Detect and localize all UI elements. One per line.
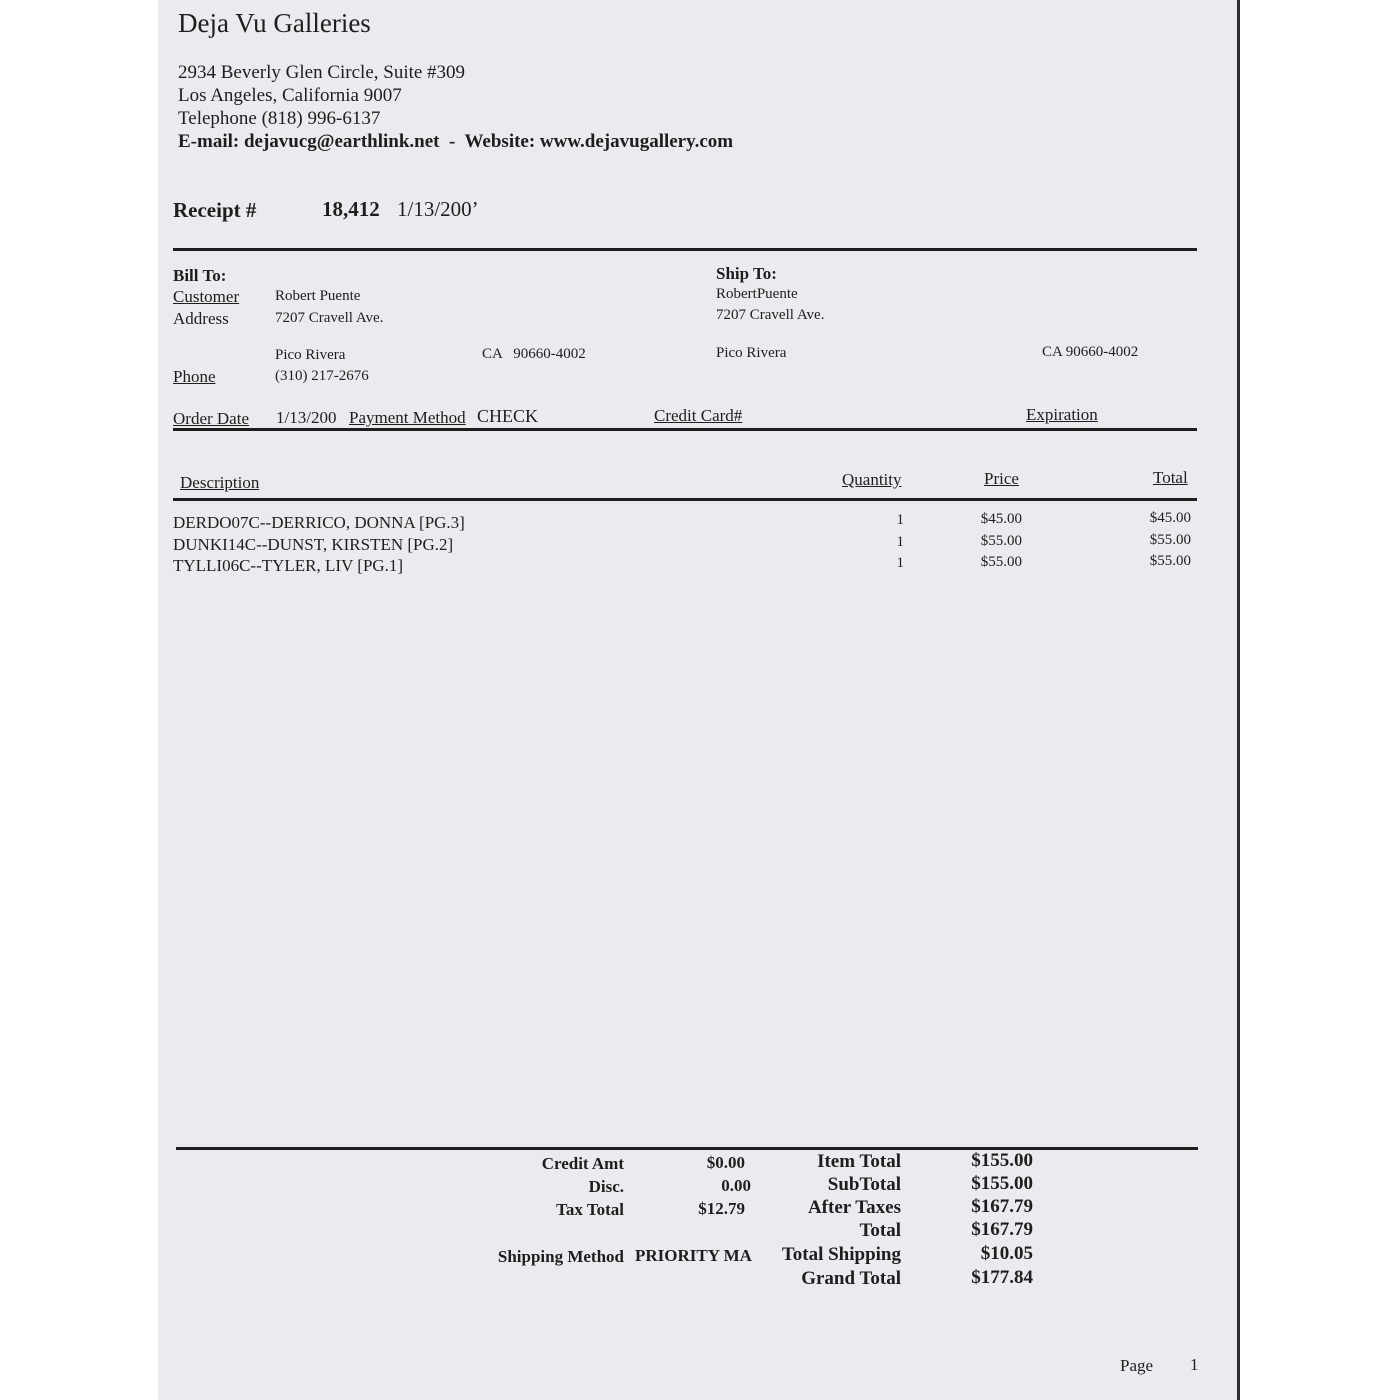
col-price: Price (984, 469, 1019, 488)
col-total: Total (1153, 468, 1188, 487)
order-rule (173, 428, 1197, 431)
after-taxes-label: After Taxes (807, 1197, 901, 1218)
col-description: Description (180, 473, 260, 492)
bill-city: Pico Rivera (275, 347, 346, 363)
receipt-date: 1/13/200’ (397, 197, 479, 221)
tax-total-label: Tax Total (556, 1200, 624, 1219)
grand-total-label: Grand Total (801, 1268, 901, 1289)
subtotal: $155.00 (971, 1173, 1033, 1194)
grand-total: $177.84 (971, 1267, 1033, 1288)
row-quantity: 1 (896, 534, 904, 550)
payment-method: CHECK (477, 406, 539, 426)
ship-street: 7207 Cravell Ave. (716, 307, 825, 323)
disc-label: Disc. (588, 1177, 624, 1196)
credit-card-label: Credit Card# (654, 406, 743, 425)
row-quantity: 1 (896, 555, 904, 571)
header-rule (173, 248, 1197, 251)
table-header-rule (173, 498, 1197, 501)
total-shipping: $10.05 (980, 1243, 1033, 1264)
company-name: Deja Vu Galleries (178, 8, 371, 38)
row-total: $45.00 (1149, 510, 1191, 526)
disc: 0.00 (721, 1176, 751, 1195)
credit-amt: $0.00 (706, 1153, 745, 1172)
row-price: $45.00 (980, 511, 1022, 527)
ship-name: RobertPuente (716, 286, 798, 302)
row-total: $55.00 (1149, 553, 1191, 569)
row-total: $55.00 (1149, 532, 1191, 548)
page-label: Page (1120, 1356, 1154, 1375)
ship-to-heading: Ship To: (716, 264, 777, 283)
expiration-label: Expiration (1026, 405, 1098, 424)
row-description: TYLLI06C--TYLER, LIV [PG.1] (173, 556, 404, 575)
receipt-label: Receipt # (173, 198, 257, 222)
bill-to-heading: Bill To: (173, 266, 227, 285)
company-telephone: Telephone (818) 996-6137 (178, 108, 381, 129)
item-total: $155.00 (971, 1150, 1033, 1171)
bill-street: 7207 Cravell Ave. (275, 310, 384, 326)
credit-amt-label: Credit Amt (541, 1154, 624, 1173)
total: $167.79 (971, 1219, 1033, 1240)
total-shipping-label: Total Shipping (781, 1244, 901, 1265)
row-description: DUNKI14C--DUNST, KIRSTEN [PG.2] (173, 535, 454, 554)
company-address-line1: 2934 Beverly Glen Circle, Suite #309 (178, 62, 466, 83)
company-email-website: E-mail: dejavucg@earthlink.net - Website: www.dejavugallery.com (178, 131, 734, 152)
ship-city: Pico Rivera (716, 345, 787, 361)
row-description: DERDO07C--DERRICO, DONNA [PG.3] (173, 513, 465, 532)
row-price: $55.00 (980, 533, 1022, 549)
bill-phone: (310) 217-2676 (275, 368, 369, 384)
payment-method-label: Payment Method (349, 408, 466, 427)
shipping-method: PRIORITY MA (635, 1246, 752, 1265)
ship-state-zip: CA 90660-4002 (1042, 344, 1139, 360)
subtotal-label: SubTotal (827, 1174, 901, 1195)
phone-label: Phone (173, 367, 216, 386)
totals-rule (176, 1147, 1198, 1150)
customer-name: Robert Puente (275, 288, 361, 304)
bill-state-zip: CA 90660-4002 (482, 346, 586, 362)
col-quantity: Quantity (842, 470, 902, 489)
order-date: 1/13/200 (276, 408, 337, 427)
row-price: $55.00 (980, 554, 1022, 570)
row-quantity: 1 (896, 512, 904, 528)
company-address-line2: Los Angeles, California 9007 (178, 85, 402, 106)
customer-label: Customer (173, 287, 240, 306)
order-date-label: Order Date (173, 409, 249, 428)
total-label: Total (859, 1220, 901, 1241)
shipping-method-label: Shipping Method (497, 1247, 624, 1266)
address-label: Address (173, 309, 229, 328)
item-total-label: Item Total (817, 1151, 901, 1172)
page-number: 1 (1190, 1355, 1199, 1374)
tax-total: $12.79 (698, 1199, 745, 1218)
after-taxes: $167.79 (971, 1196, 1033, 1217)
receipt-number: 18,412 (322, 197, 380, 221)
receipt-paper (158, 0, 1240, 1400)
